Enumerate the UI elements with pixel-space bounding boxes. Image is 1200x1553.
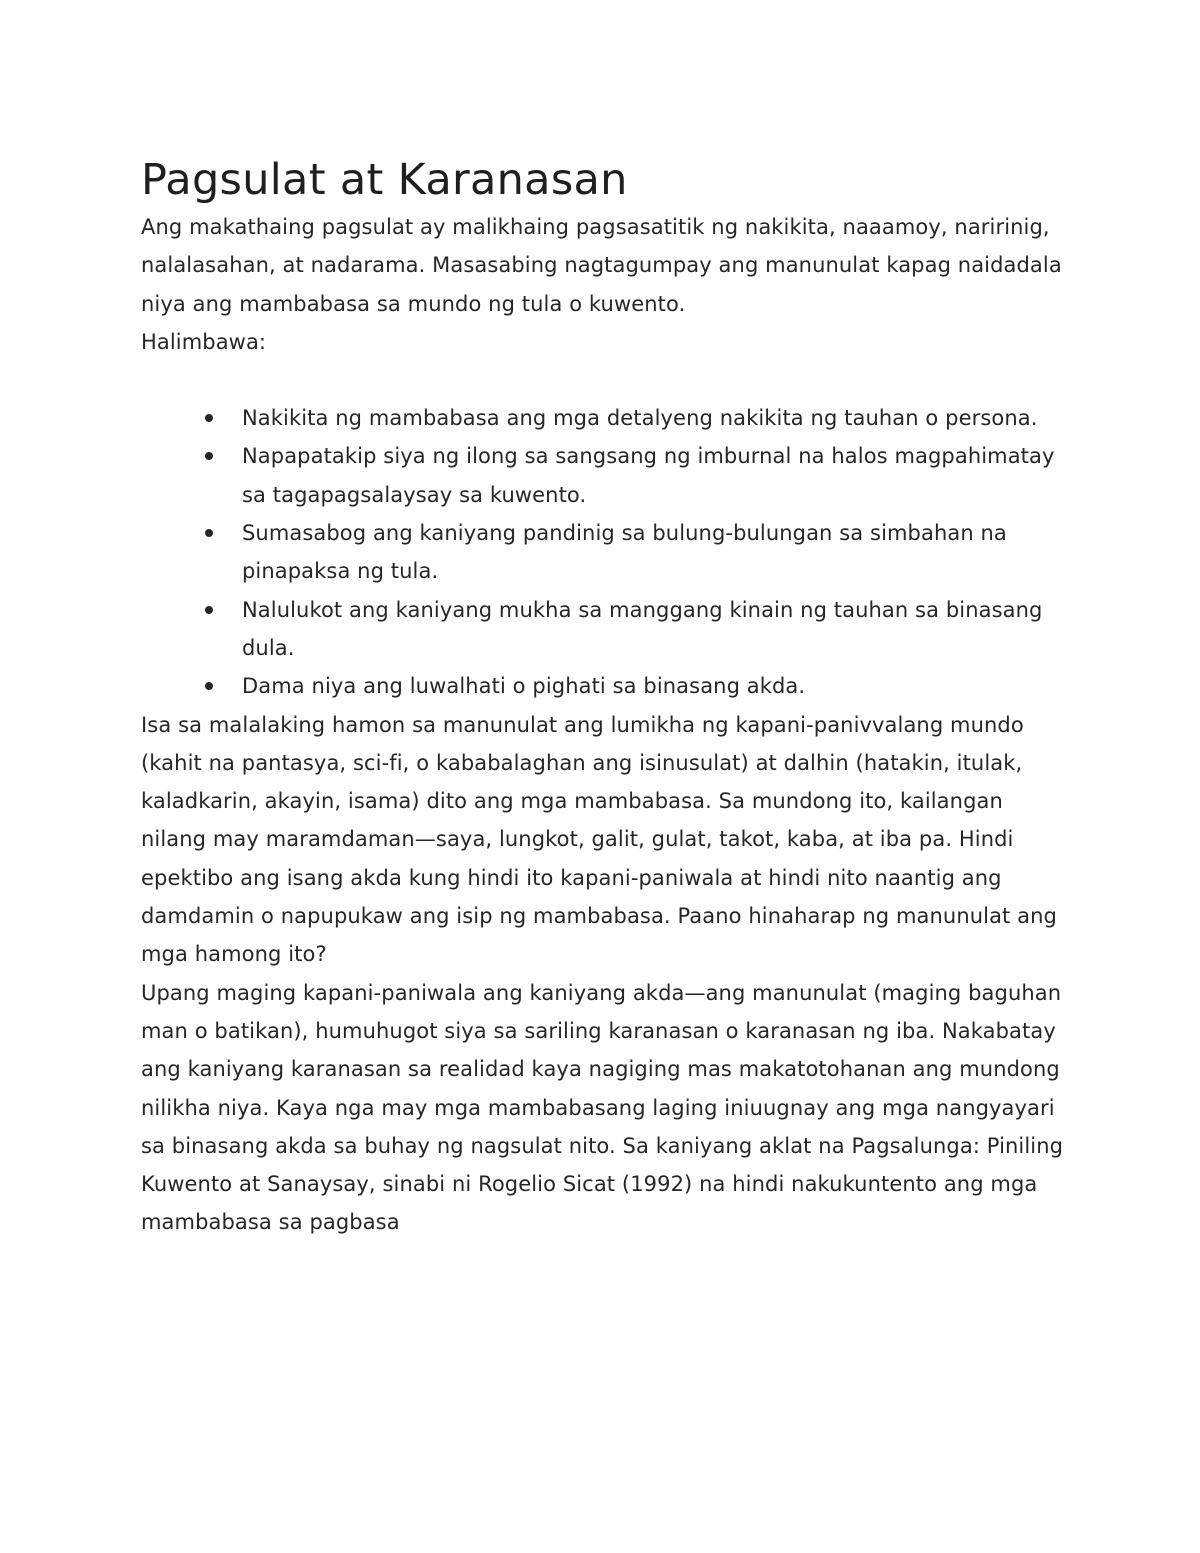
- document-title: Pagsulat at Karanasan: [141, 155, 628, 205]
- list-item-text: Sumasabog ang kaniyang pandinig sa bulung-bulungan sa simbahan na pinapaksa ng tula.: [242, 521, 1007, 584]
- example-label: Halimbawa:: [141, 329, 267, 354]
- bullet-icon: [205, 529, 213, 537]
- examples-list: [141, 399, 1071, 705]
- list-item: [242, 591, 1071, 668]
- intro-paragraph: Ang makathaing pagsulat ay malikhaing pagsasatitik ng nakikita, naaamoy, naririnig, nalalasahan, at nadarama. Masasabing nagtagumpay ang manunulat kapag naidadala niya ang mambabasa sa mundo ng tula o kuwento.: [141, 215, 1062, 316]
- document-content: [141, 152, 1071, 1242]
- list-item-text: Napapatakip siya ng ilong sa sangsang ng imburnal na halos magpahimatay sa tagapagsalaysay sa kuwento.: [242, 444, 1055, 507]
- body-paragraph-1: Isa sa malalaking hamon sa manunulat ang lumikha ng kapani-panivvalang mundo (kahit na pantasya, sci-fi, o kababalaghan ang isinusulat) at dalhin (hatakin, itulak, kaladkarin, akayin, isama) dito ang mga mambabasa. Sa mundong ito, kailangan nilang may maramdaman—saya, lungkot, galit, gulat, takot, kaba, at iba pa. Hindi epektibo ang isang akda kung hindi ito kapani-paniwala at hindi nito naantig ang damdamin o napupukaw ang isip ng mambabasa. Paano hinaharap ng manunulat ang mga hamong ito?: [141, 712, 1057, 967]
- bullet-icon: [205, 414, 213, 422]
- list-item: [242, 667, 1071, 705]
- bullet-icon: [205, 606, 213, 614]
- list-item: [242, 514, 1071, 591]
- body-paragraph-2: Upang maging kapani-paniwala ang kaniyang akda—ang manunulat (maging baguhan man o batikan), humuhugot siya sa sariling karanasan o karanasan ng iba. Nakabatay ang kaniyang karanasan sa realidad kaya nagiging mas makatotohanan ang mundong nilikha niya. Kaya nga may mga mambabasang laging iniuugnay ang mga nangyayari sa binasang akda sa buhay ng nagsulat nito. Sa kaniyang aklat na Pagsalunga: Piniling Kuwento at Sanaysay, sinabi ni Rogelio Sicat (1992) na hindi nakukuntento ang mga mambabasa sa pagbasa: [141, 980, 1064, 1235]
- list-item-text: Dama niya ang luwalhati o pighati sa binasang akda.: [242, 674, 806, 699]
- list-item-text: Nakikita ng mambabasa ang mga detalyeng nakikita ng tauhan o persona.: [242, 406, 1038, 431]
- bullet-icon: [205, 452, 213, 460]
- list-item-text: Nalulukot ang kaniyang mukha sa manggang kinain ng tauhan sa binasang dula.: [242, 597, 1043, 660]
- list-item: [242, 399, 1071, 437]
- bullet-icon: [205, 682, 213, 690]
- list-item: [242, 437, 1071, 514]
